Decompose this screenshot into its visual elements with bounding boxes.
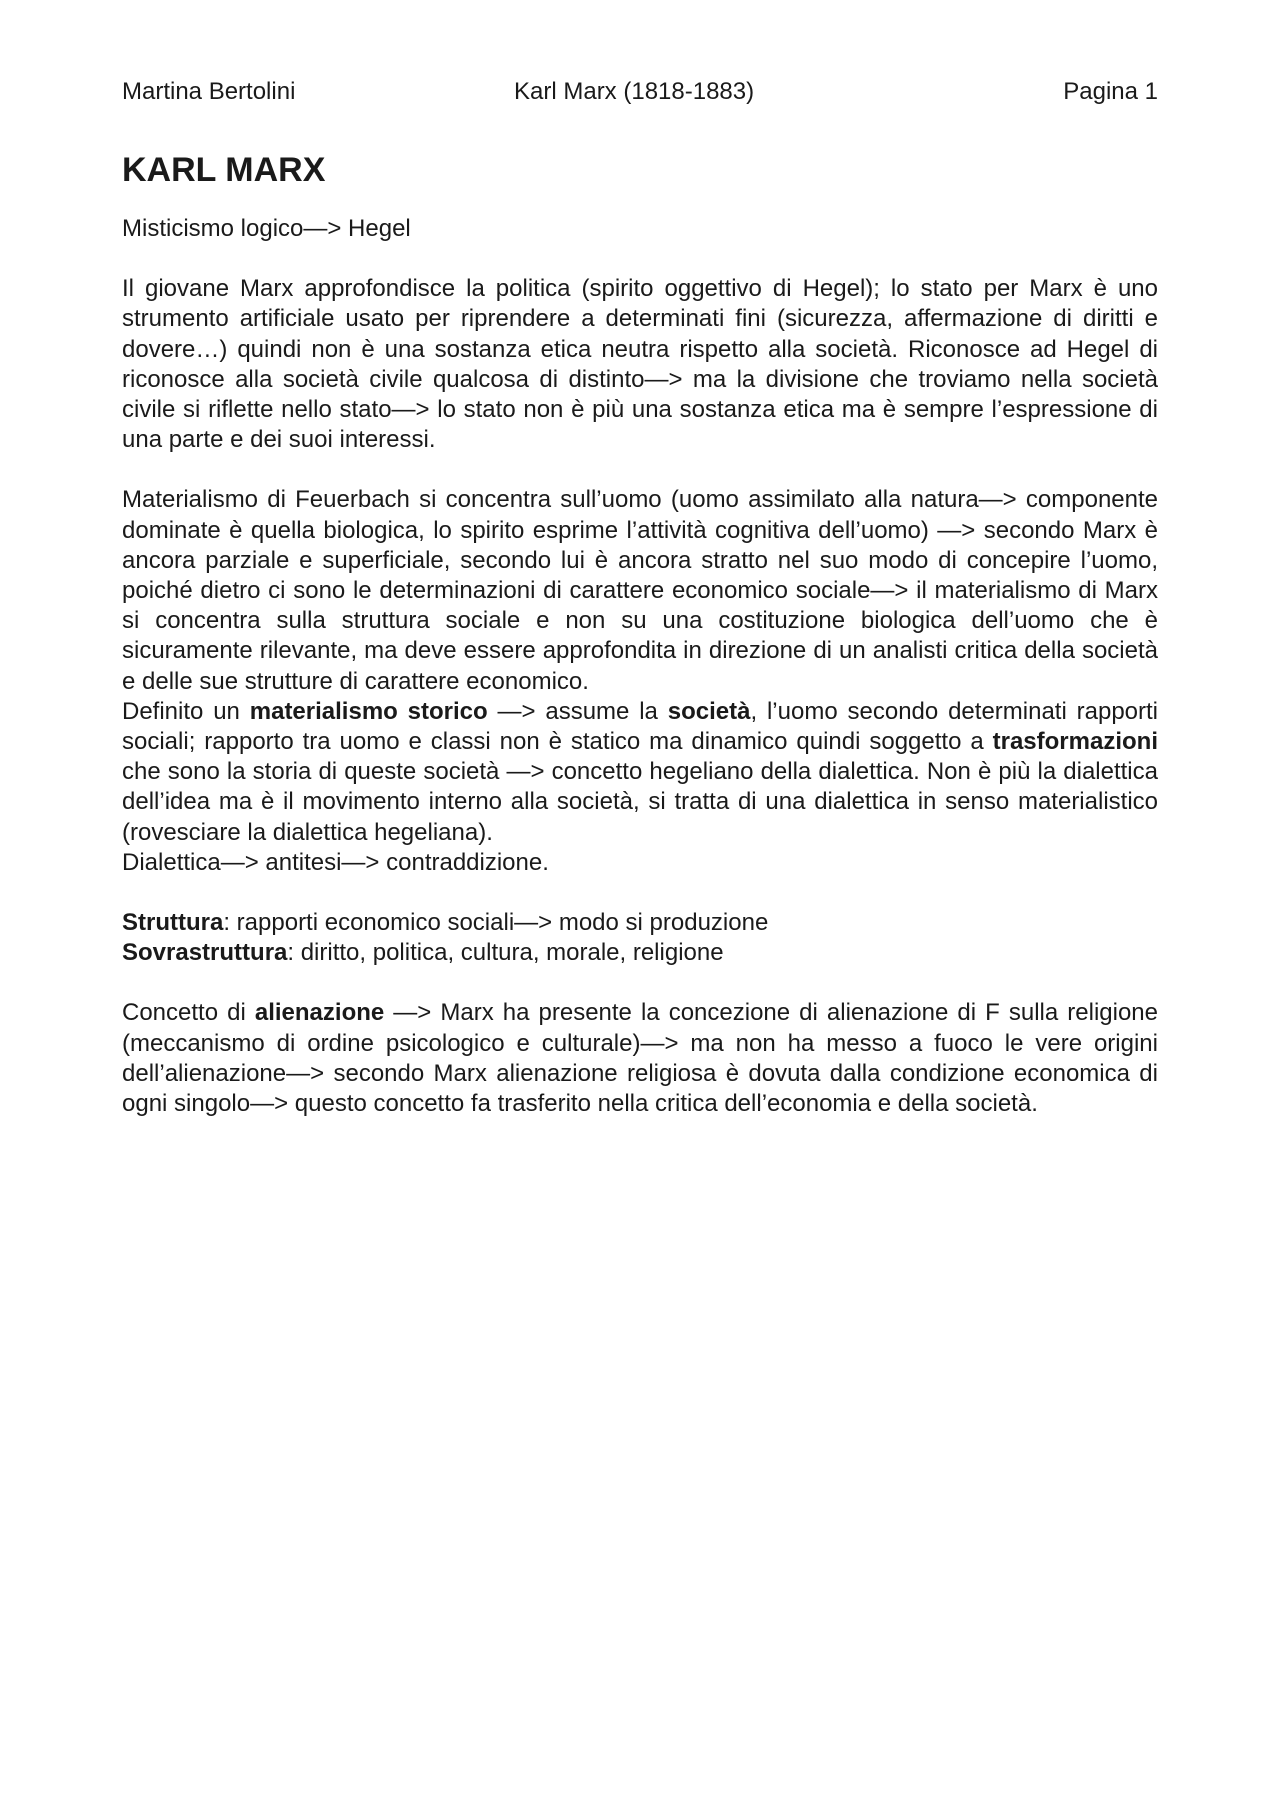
text-run: —> assume la	[487, 697, 668, 725]
term-alienazione: alienazione	[254, 999, 385, 1027]
header-author: Martina Bertolini	[122, 78, 296, 105]
page-header	[122, 76, 1158, 108]
text-run: Concetto di	[122, 999, 255, 1027]
header-topic: Karl Marx (1818-1883)	[514, 78, 755, 105]
paragraph-feuerbach: Materialismo di Feuerbach si concentra sull’uomo (uomo assimilato alla natura—> componente dominate è quella biologica, lo spirito esprime l’attività cognitiva dell’uomo) —> secondo Marx è ancora parziale e superficiale, secondo lui è ancora stratto nel suo modo di concepire l’uomo, poiché dietro ci sono le determinazioni di carattere economico sociale—> il materialismo di Marx si concentra sulla struttura sociale e non su una costituzione biologica dell’uomo che è sicuramente rilevante, ma deve essere approfondita in direzione di un analisti critica della società e delle sue strutture di carattere economico.	[122, 486, 1158, 695]
text-run: —> Marx ha presente la concezione di alienazione di F sulla religione (meccanismo di ordine psicologico e culturale)—> ma non ha messo a fuoco le vere origini dell’alienazione—> secondo Marx alienazione religiosa è dovuta dalla condizione economica di ogni singolo—> questo concetto fa trasferito nella critica dell’economia e della società.	[122, 999, 1158, 1118]
term-societa: società	[667, 697, 751, 725]
document-title: KARL MARX	[122, 151, 326, 189]
document-body	[122, 148, 1158, 1119]
paragraph-alienation	[122, 998, 1158, 1119]
text-run: : rapporti economico sociali—> modo si produzione	[223, 909, 769, 937]
text-run: : diritto, politica, cultura, morale, religione	[287, 939, 724, 967]
text-run: , l’uomo secondo determinati rapporti sociali; rapporto tra uomo e classi non è statico ma dinamico quindi soggetto a	[122, 697, 1159, 756]
struttura-line	[122, 908, 1158, 938]
paragraph-historical-materialism	[122, 697, 1158, 848]
text-run: Definito un	[122, 697, 250, 725]
text-run: che sono la storia di queste società —> concetto hegeliano della dialettica. Non è più la dialettica dell’idea ma è il movimento interno alla società, si tratta di una dialettica in senso materialistico (rovesciare la dialettica hegeliana).	[122, 758, 1158, 846]
term-trasformazioni: trasformazioni	[992, 728, 1158, 756]
sovrastruttura-line	[122, 938, 1158, 968]
intro-line: Misticismo logico—> Hegel	[122, 215, 411, 242]
header-page-number: Pagina 1	[1063, 78, 1158, 105]
term-materialismo-storico: materialismo storico	[249, 697, 488, 725]
term-struttura: Struttura	[122, 909, 224, 937]
dialectic-line: Dialettica—> antitesi—> contraddizione.	[122, 848, 549, 876]
term-sovrastruttura: Sovrastruttura	[122, 939, 288, 967]
paragraph-politics: Il giovane Marx approfondisce la politica (spirito oggettivo di Hegel); lo stato per Marx è uno strumento artificiale usato per riprendere a determinati fini (sicurezza, affermazione di diritti e dovere…) quindi non è una sostanza etica neutra rispetto alla società. Riconosce ad Hegel di riconosce alla società civile qualcosa di distinto—> ma la divisione che troviamo nella società civile si riflette nello stato—> lo stato non è più una sostanza etica ma è sempre l’espressione di una parte e dei suoi interessi.	[122, 275, 1158, 454]
